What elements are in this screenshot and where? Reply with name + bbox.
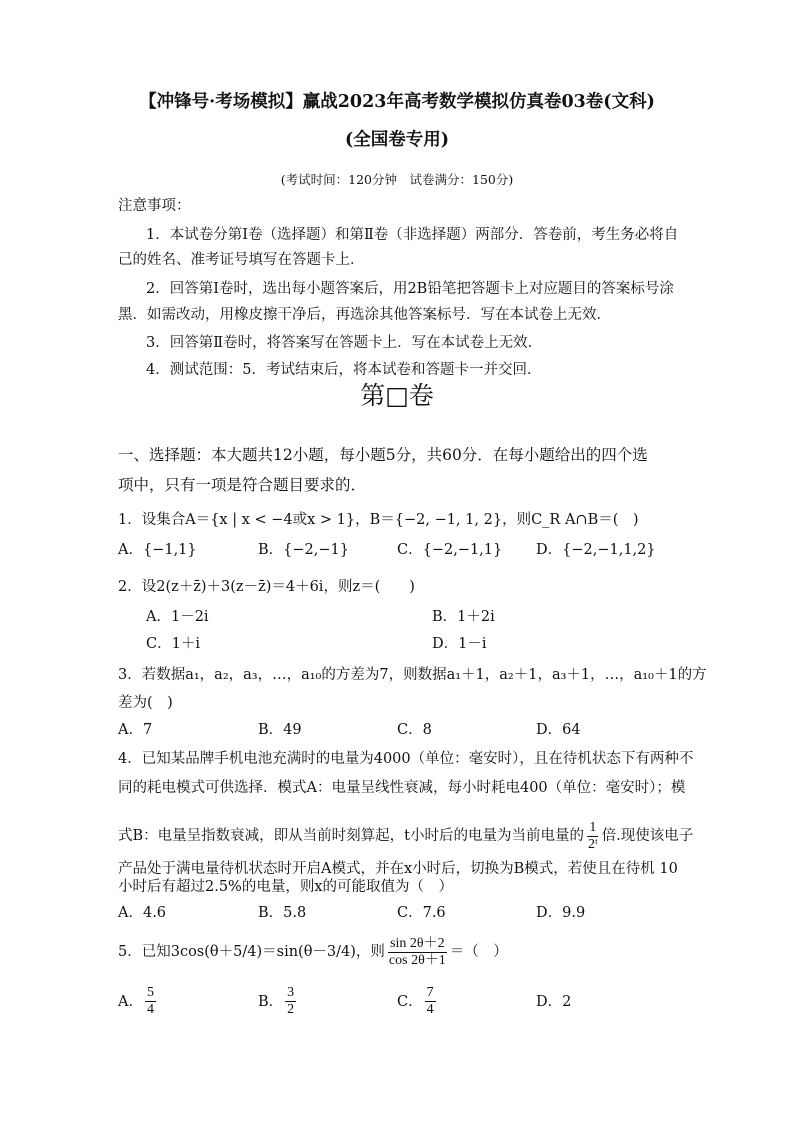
notes-heading: 注意事项： (118, 198, 191, 214)
q4-fraction (586, 820, 600, 853)
section-intro: 一、选择题：本大题共12小题，每小题5分，共60分．在每小题给出的四个选 (118, 446, 648, 464)
exam-subtitle: (全国卷专用) (344, 130, 450, 150)
question-1-stem: 1．设集合A＝{x | x < −4或x > 1}，B＝{−2, −1, 1, 2}，则C_R A∩B＝( ) (118, 512, 639, 528)
q5-frac-denominator: cos 2θ＋1 (388, 952, 446, 968)
q2-option-c[interactable]: C．1＋i (146, 636, 200, 652)
frac-numerator: 7 (426, 985, 434, 1000)
note-line: 2．回答第Ⅰ卷时，选出每小题答案后，用2B铅笔把答题卡上对应题目的答案标号涂 (146, 281, 674, 297)
note-line: 4．测试范围：5．考试结束后，将本试卷和答题卡一并交回． (146, 362, 542, 378)
q4-text: 倍.现使该电子 (601, 828, 694, 844)
q5-option-label: A． (118, 993, 143, 1010)
q5-text: ＝（ ） (449, 944, 508, 960)
frac-denominator: 4 (426, 1002, 434, 1017)
frac-numerator: 3 (287, 985, 295, 1000)
note-line: 黑．如需改动，用橡皮擦干净后，再选涂其他答案标号．写在本试卷上无效． (118, 307, 611, 323)
q2-option-a[interactable]: A．1－2i (146, 609, 209, 625)
exam-info: (考试时间：120分钟 试卷满分：150分) (280, 172, 514, 187)
question-4-stem: 产品处于满电量待机状态时开启A模式，并在x小时后，切换为B模式，若使且在待机 10 (118, 861, 678, 877)
q5-option-fraction (145, 985, 156, 1018)
q5-option-label: C． (397, 993, 423, 1010)
question-3-stem: 差为( ) (118, 695, 173, 711)
q4-option-a[interactable]: A．4.6 (118, 905, 167, 921)
note-line: 3．回答第Ⅱ卷时，将答案写在答题卡上．写在本试卷上无效． (146, 335, 543, 351)
q3-option-c[interactable]: C．8 (397, 722, 432, 738)
exam-title: 【冲锋号·考场模拟】赢战2023年高考数学模拟仿真卷03卷(文科) (139, 92, 655, 112)
question-4-stem: 4．已知某品牌手机电池充满时的电量为4000（单位：毫安时），且在待机状态下有两种不 (118, 751, 694, 767)
q3-option-b[interactable]: B．49 (258, 722, 302, 738)
q5-text: 5．已知3cos(θ＋5/4)＝sin(θ－3/4)，则 (118, 944, 385, 960)
q2-option-b[interactable]: B．1＋2i (432, 609, 495, 625)
question-4-stem: 小时后有超过2.5%的电量，则x的可能取值为（ ） (118, 879, 454, 895)
section-title: 第□卷 (360, 381, 434, 410)
q5-option-a[interactable] (118, 985, 158, 1018)
frac-denominator: 4 (146, 1002, 154, 1017)
note-line: 己的姓名、准考证号填写在答题卡上． (118, 252, 365, 268)
frac-denominator: 2 (287, 1002, 295, 1017)
q1-option-c[interactable]: C．{−2,−1,1} (397, 542, 503, 558)
q1-option-d[interactable]: D．{−2,−1,1,2} (536, 542, 656, 558)
q5-option-d[interactable]: D．2 (536, 994, 572, 1010)
q1-option-a[interactable]: A．{−1,1} (118, 542, 197, 558)
q5-option-fraction (285, 985, 296, 1018)
q5-option-c[interactable] (397, 985, 438, 1018)
frac-numerator: 5 (146, 985, 154, 1000)
q4-text: 式B：电量呈指数衰减，即从当前时刻算起，t小时后的电量为当前电量的 (118, 828, 584, 844)
q4-frac-numerator: 1 (589, 819, 597, 835)
q5-option-label: B． (258, 993, 284, 1010)
q4-option-c[interactable]: C．7.6 (397, 905, 446, 921)
q3-option-a[interactable]: A．7 (118, 722, 153, 738)
question-5-stem (118, 932, 508, 972)
q1-option-b[interactable]: B．{−2,−1} (258, 542, 349, 558)
q5-option-fraction (425, 985, 436, 1018)
q4-option-d[interactable]: D．9.9 (536, 905, 586, 921)
q4-frac-denominator: 2ᵗ (587, 836, 598, 852)
question-4-stem: 同的耗电模式可供选择．模式A：电量呈线性衰减，每小时耗电400（单位：毫安时）；模 (118, 780, 686, 796)
question-4-stem (118, 818, 693, 854)
section-intro: 项中，只有一项是符合题目要求的． (118, 476, 367, 494)
q5-fraction (387, 936, 448, 969)
question-3-stem: 3．若数据a₁，a₂，a₃，…，a₁₀的方差为7，则数据a₁＋1，a₂＋1，a₃＋1，…，a₁₀＋1的方 (118, 667, 707, 683)
q4-option-b[interactable]: B．5.8 (258, 905, 307, 921)
question-2-stem: 2．设2(z＋z̄)＋3(z－z̄)＝4＋6i，则z＝( ) (118, 579, 415, 595)
q5-option-b[interactable] (258, 985, 298, 1018)
note-line: 1．本试卷分第Ⅰ卷（选择题）和第Ⅱ卷（非选择题）两部分．答卷前，考生务必将自 (146, 227, 679, 243)
q5-frac-numerator: sin 2θ＋2 (390, 935, 445, 951)
q3-option-d[interactable]: D．64 (536, 722, 581, 738)
q2-option-d[interactable]: D．1－i (432, 636, 487, 652)
